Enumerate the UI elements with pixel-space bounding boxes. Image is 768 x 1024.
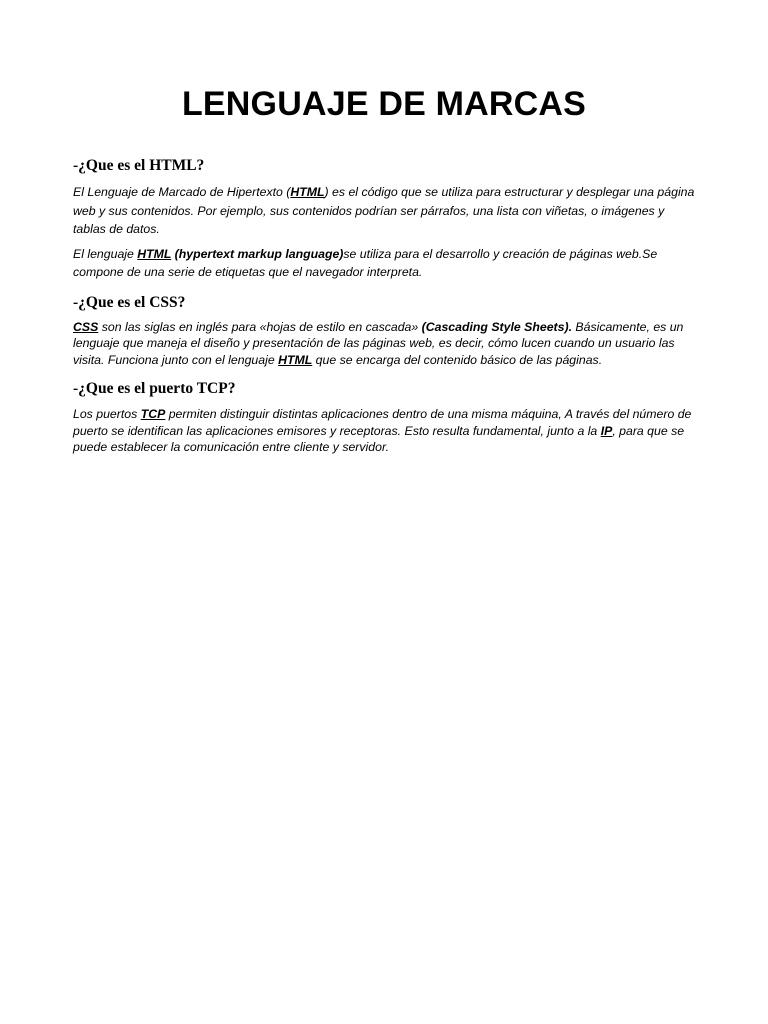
css-term: CSS xyxy=(73,319,99,334)
text-run: El Lenguaje de Marcado de Hipertexto ( xyxy=(73,185,291,199)
text-run: El lenguaje xyxy=(73,246,138,261)
html-term: HTML xyxy=(137,246,172,261)
css-expansion: (Cascading Style Sheets). xyxy=(421,319,572,334)
paragraph-html-language xyxy=(73,245,695,282)
html-expansion: (hypertext markup language) xyxy=(171,246,344,261)
html-term: HTML xyxy=(290,185,325,199)
text-run: se utiliza para el desarrollo y creación de páginas web.Se compone de una serie de etiquetas que el navegador interpreta. xyxy=(73,246,658,279)
text-run: que se encarga del contenido básico de las páginas. xyxy=(312,352,603,367)
section-heading-html: -¿Que es el HTML? xyxy=(73,157,205,174)
paragraph-tcp-definition xyxy=(73,406,695,456)
text-run: son las siglas en inglés para «hojas de estilo en cascada» xyxy=(98,319,422,334)
document-body xyxy=(73,156,695,456)
text-run: permiten distinguir distintas aplicaciones dentro de una misma máquina, A través del número de puerto se identifican las aplicaciones emisores y receptoras. Esto resulta fundamental, junto a la xyxy=(73,407,692,438)
text-run: Los puertos xyxy=(73,407,141,421)
ip-term: IP xyxy=(600,423,613,438)
section-heading-tcp: -¿Que es el puerto TCP? xyxy=(73,380,236,397)
text-run: Básicamente, es un lenguaje que maneja el diseño y presentación de las páginas web, es decir, cómo lucen cuando un usuario las visita. Funciona junto con el lenguaje xyxy=(73,319,684,367)
text-run: , para que se puede establecer la comunicación entre cliente y servidor. xyxy=(73,423,685,454)
page-title: LENGUAJE DE MARCAS xyxy=(181,85,587,123)
paragraph-css-definition xyxy=(73,319,695,369)
paragraph-html-definition xyxy=(73,183,695,239)
section-heading-css: -¿Que es el CSS? xyxy=(73,293,186,311)
html-term: HTML xyxy=(278,352,313,367)
tcp-term: TCP xyxy=(140,407,166,421)
text-run: ) es el código que se utiliza para estructurar y desplegar una página web y sus contenidos. Por ejemplo, sus contenidos podrían ser párrafos, una lista con viñetas, o imágenes y tablas de datos. xyxy=(73,185,695,236)
